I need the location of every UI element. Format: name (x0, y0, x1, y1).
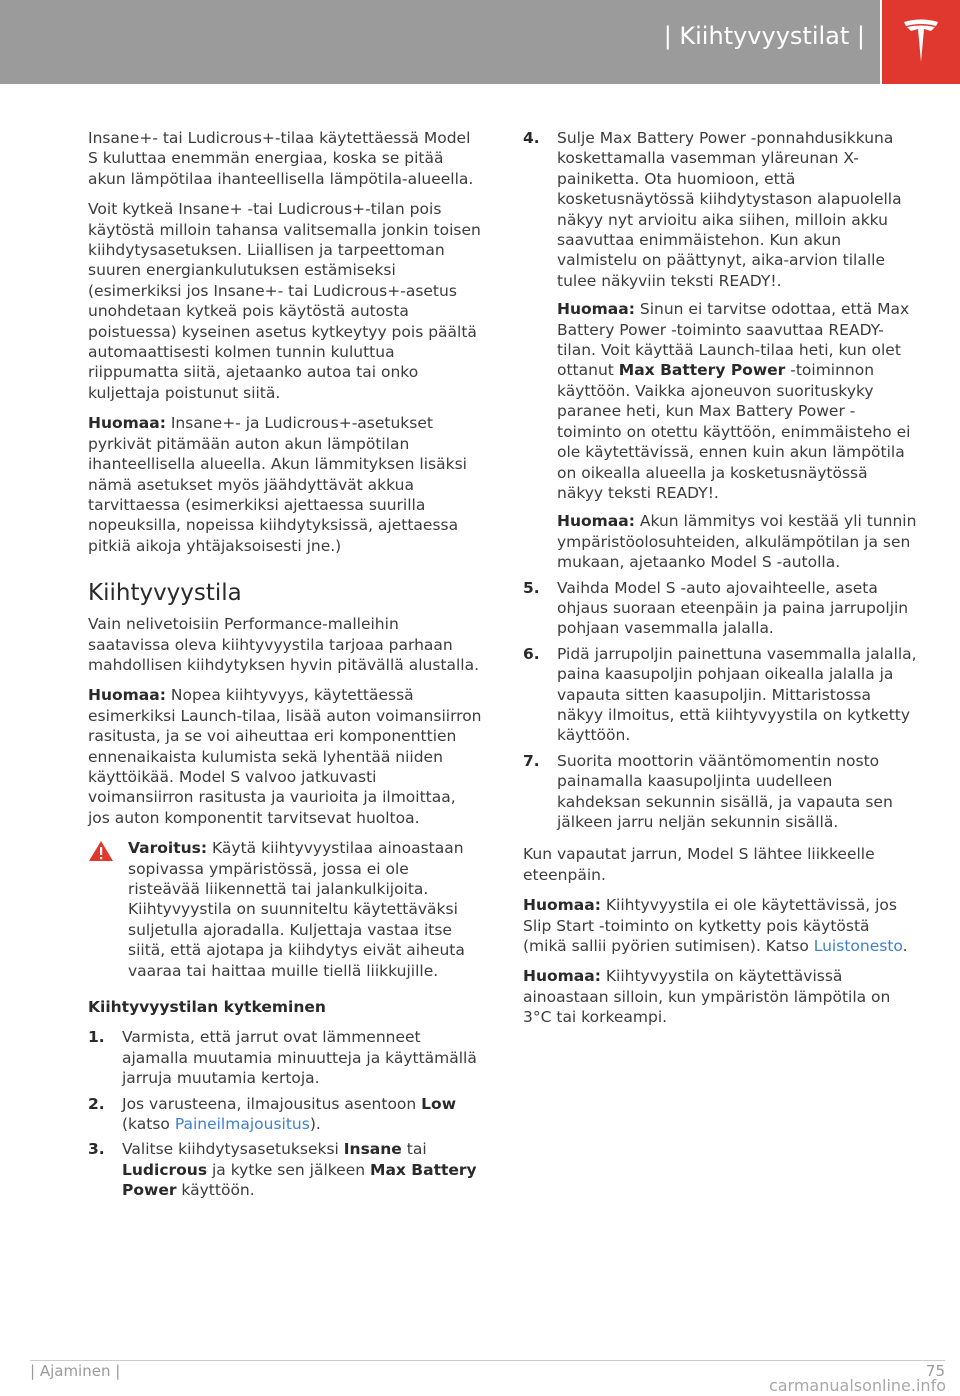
step-text: ). (309, 1115, 321, 1134)
step-number: 2. (88, 1094, 105, 1113)
paragraph: Voit kytkeä Insane+ -tai Ludicrous+-tilan pois käytöstä milloin tahansa valitsemalla jonkin toisen kiihdytysasetuksen. Liiallisen ja tarpeettoman suuren energiankulutuksen estämiseksi (esimerkiksi jos Insane+- tai Ludicrous+-asetus unohdetaan kytkeä pois käytöstä autosta poistuessa) kyseinen asetus kytkeytyy pois päältä automaattisesti kolmen tunnin kuluttua riippumatta siitä, ajetaanko autoa tai onko kuljettaja poistunut siitä. (88, 200, 481, 402)
step-number: 4. (523, 129, 540, 147)
step-text: (katso (122, 1115, 175, 1134)
note-keyword: Max Battery Power (618, 361, 786, 380)
list-item (88, 1027, 482, 1088)
step-text: tai (401, 1140, 427, 1159)
note-text: Kiihtyvyystila ei ole käytettävissä, jos Slip Start -toiminto on kytketty pois käytöstä (mikä sallii pyörien sutimisen). Katso (523, 896, 897, 956)
step-number: 7. (523, 751, 540, 770)
note-text: Insane+- ja Ludicrous+-asetukset pyrkivät pitämään auton akun lämpötilan ihanteellisella alueella. Akun lämmityksen lisäksi nämä asetukset myös jäähdyttävät akkua tarvittaessa (esimerkiksi ajettaessa suurilla nopeuksilla, nopeissa kiihdytyksissä, ajettaessa pitkiä aikoja yhtäjaksoisesti jne.) (88, 414, 467, 555)
step-text: Jos varusteena, ilmajousitus asentoon (122, 1094, 422, 1113)
note-text: Nopea kiihtyvyys, käytettäessä esimerkiksi Launch-tilaa, lisää auton voimansiirron rasitusta, ja se voi aiheuttaa eri komponenttien ennenaikaista kulumista sekä lyhentää niiden käyttöikää. Model S valvoo jatkuvasti voimansiirron rasitusta ja vaurioita ja ilmoittaa, jos auton komponentit tarvitsevat huoltoa. (88, 686, 482, 827)
list-item (523, 644, 918, 746)
note-text: . (902, 937, 908, 956)
steps-list (88, 1027, 482, 1200)
step-text: Vaihda Model S -auto ajovaihteelle, aseta ohjaus suoraan eteenpäin ja paina jarrupoljin pohjaan vasemmalla jalalla. (557, 578, 909, 638)
list-item (88, 1094, 482, 1135)
note-label: Huomaa: (523, 896, 601, 915)
step-keyword: Ludicrous (122, 1160, 208, 1179)
step-text: ja kytke sen jälkeen (207, 1160, 371, 1179)
note-text: Sinun ei tarvitse odottaa, että Max Battery Power -toiminto saavuttaa READY-tilan. Voit käyttää Launch-tilaa heti, kun olet ottanut (557, 300, 910, 380)
list-item (523, 578, 918, 639)
step-text: käyttöön. (176, 1181, 255, 1200)
note-label: Huomaa: (557, 300, 635, 319)
link-luistonesto[interactable]: Luistonesto (813, 937, 903, 956)
note-label: Huomaa: (523, 967, 601, 986)
note (557, 299, 918, 503)
brand-logo (882, 0, 960, 84)
note (523, 895, 918, 956)
note-label: Huomaa: (88, 686, 166, 705)
step-keyword: Low (421, 1094, 457, 1113)
step-text: Suorita moottorin vääntömomentin nosto painamalla kaasupoljinta uudelleen kahdeksan sekunnin sisällä, ja vapauta sen jälkeen jarru neljän sekunnin sisällä. (557, 751, 893, 831)
right-column (523, 128, 918, 1038)
warning-label: Varoitus: (128, 839, 208, 858)
note (557, 511, 918, 572)
note-label: Huomaa: (557, 512, 635, 531)
paragraph: Vain nelivetoisiin Performance-malleihin saatavissa oleva kiihtyvyystila tarjoaa parhaan mahdollisen kiihdytyksen hyvin pitävällä alustalla. (88, 615, 480, 674)
step-text: Pidä jarrupoljin painettuna vasemmalla jalalla, paina kaasupoljin pohjaan oikealla jalalla ja vapauta sitten kaasupoljin. Mittaristossa näkyy ilmoitus, että kiihtyvyystila on kytketty käyttöön. (557, 644, 917, 745)
footer-section: | Ajaminen | (30, 1362, 121, 1380)
warning-box (88, 838, 482, 981)
list-item (523, 128, 918, 573)
note-text: -toiminnon käyttöön. Vaikka ajoneuvon suorituskyky paranee heti, kun Max Battery Power -toiminto on otettu käyttöön, enimmäisteho ei ole käytettävissä, ennen kuin akun lämpötila on oikealla alueella ja kosketusnäytössä näkyy teksti READY!. (557, 361, 911, 502)
list-item (88, 1139, 482, 1200)
step-number: 6. (523, 644, 540, 663)
link-paineilmajousitus[interactable]: Paineilmajousitus (174, 1115, 310, 1134)
step-number: 5. (523, 578, 540, 597)
section-heading: Kiihtyvyystila (88, 580, 242, 607)
left-column (88, 128, 482, 1206)
page-title: | Kiihtyvyystilat | (663, 22, 865, 50)
footer-divider (30, 1360, 945, 1361)
step-number: 1. (88, 1028, 105, 1047)
warning-text: Käytä kiihtyvyystilaa ainoastaan sopivassa ympäristössä, jossa ei ole risteävää liikennettä tai jalankulkijoita. Kiihtyvyystila on suunniteltu käytettäväksi suljetulla ajoradalla. Kuljettaja vastaa itse siitä, että ajotapa ja kiihdytys eivät aiheuta vaaraa tai haittaa muille tiellä liikkujille. (128, 839, 465, 980)
warning-triangle-icon (88, 840, 114, 862)
note (88, 413, 482, 556)
tesla-logo-icon (902, 18, 940, 64)
paragraph: Insane+- tai Ludicrous+-tilaa käytettäessä Model S kuluttaa enemmän energiaa, koska se pitää akun lämpötilaa ihanteellisella lämpötila-alueella. (88, 129, 474, 188)
steps-list (523, 128, 918, 832)
step-keyword: Insane (343, 1140, 402, 1159)
watermark: carmanualsonline.info (768, 1376, 946, 1395)
note-text: Akun lämmitys voi kestää yli tunnin ympäristöolosuhteiden, alkulämpötilan ja sen mukaan, ajetaanko Model S -autolla. (557, 512, 917, 572)
step-number: 3. (88, 1140, 105, 1159)
note-text: Kiihtyvyystila on käytettävissä ainoastaan silloin, kun ympäristön lämpötila on 3°C tai korkeampi. (523, 967, 891, 1027)
step-text: Varmista, että jarrut ovat lämmenneet ajamalla muutamia minuutteja ja käyttämällä jarruja muutamia kertoja. (122, 1028, 477, 1088)
subheading: Kiihtyvyystilan kytkeminen (88, 998, 326, 1017)
note (523, 966, 918, 1027)
note (88, 685, 482, 828)
note-label: Huomaa: (88, 414, 166, 433)
list-item (523, 751, 918, 833)
step-text: Valitse kiihdytysasetukseksi (122, 1140, 344, 1159)
step-text: Sulje Max Battery Power -ponnahdusikkuna koskettamalla vasemman yläreunan X-painiketta. Ota huomioon, että kosketusnäytössä kiihdytystason alapuolella näkyy nyt arvioitu aika siihen, milloin akku saavuttaa enimmäistehon. Kun akun valmistelu on päättynyt, aika-arvion tilalle tulee näkyviin teksti READY!. (557, 129, 902, 290)
paragraph: Kun vapautat jarrun, Model S lähtee liikkeelle eteenpäin. (523, 845, 875, 884)
step-keyword: Max Battery Power (122, 1160, 477, 1200)
page-number: 75 (925, 1362, 945, 1380)
